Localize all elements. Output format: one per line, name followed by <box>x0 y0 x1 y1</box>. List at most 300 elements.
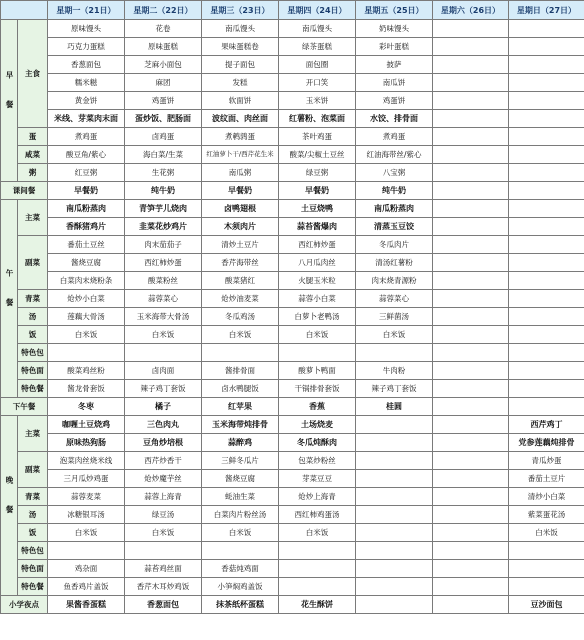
dish-cell <box>433 434 509 452</box>
dish-cell: 莲藕大骨汤 <box>48 308 125 326</box>
dish-cell: 鱼香鸡片盖饭 <box>48 578 125 596</box>
menu-row <box>1 452 584 470</box>
dish-cell <box>48 542 125 560</box>
dish-cell <box>433 380 509 398</box>
category-label: 粥 <box>18 164 48 182</box>
dish-cell <box>509 326 584 344</box>
menu-row <box>1 128 584 146</box>
dish-cell: 豆角炒培根 <box>125 434 202 452</box>
dish-cell: 西红柿炒蛋 <box>279 236 356 254</box>
header-day: 星期二（22日） <box>125 1 202 20</box>
dish-cell: 生花粥 <box>125 164 202 182</box>
dish-cell: 花生酥饼 <box>279 596 356 614</box>
menu-row <box>1 290 584 308</box>
dish-cell: 香芹木耳炒鸡饭 <box>125 578 202 596</box>
dish-cell <box>279 560 356 578</box>
header-day: 星期日（27日） <box>509 1 584 20</box>
dish-cell: 炝炒小白菜 <box>48 290 125 308</box>
dish-cell: 提子面包 <box>202 56 279 74</box>
menu-row <box>1 20 584 38</box>
dish-cell <box>433 236 509 254</box>
dish-cell: 西红柿炒蛋 <box>125 254 202 272</box>
dish-cell: 麻团 <box>125 74 202 92</box>
dish-cell: 辣子鸡丁套饭 <box>356 380 433 398</box>
dish-cell: 南瓜粉蒸肉 <box>48 200 125 218</box>
menu-row <box>1 362 584 380</box>
dish-cell: 早餐奶 <box>202 182 279 200</box>
meal-label: 课间餐 <box>1 182 48 200</box>
dish-cell: 白菜肉末烧粉条 <box>48 272 125 290</box>
dish-cell: 原味热狗肠 <box>48 434 125 452</box>
dish-cell <box>433 560 509 578</box>
dish-cell: 韭菜花炒鸡片 <box>125 218 202 236</box>
dish-cell: 白米饭 <box>356 326 433 344</box>
dish-cell: 青笋芋儿烧肉 <box>125 200 202 218</box>
dish-cell <box>433 290 509 308</box>
dish-cell <box>356 344 433 362</box>
dish-cell: 西红柿鸡蛋汤 <box>279 506 356 524</box>
menu-row <box>1 524 584 542</box>
dish-cell: 酸菜猪红 <box>202 272 279 290</box>
dish-cell: 煮鸡蛋 <box>48 128 125 146</box>
dish-cell <box>433 56 509 74</box>
dish-cell: 酱龙骨套饭 <box>48 380 125 398</box>
dish-cell: 炝炒魔芋丝 <box>125 470 202 488</box>
dish-cell: 蒜蓉麦菜 <box>48 488 125 506</box>
dish-cell <box>356 524 433 542</box>
dish-cell <box>433 398 509 416</box>
category-label: 青菜 <box>18 290 48 308</box>
dish-cell <box>356 452 433 470</box>
dish-cell: 蛋炒饭、肥肠面 <box>125 110 202 128</box>
dish-cell <box>433 74 509 92</box>
dish-cell <box>509 290 584 308</box>
dish-cell: 蚝油生菜 <box>202 488 279 506</box>
category-label: 特色包 <box>18 344 48 362</box>
dish-cell: 白米饭 <box>279 326 356 344</box>
meal-label <box>1 20 18 182</box>
dish-cell <box>509 272 584 290</box>
dish-cell: 冬枣 <box>48 398 125 416</box>
dish-cell: 白米饭 <box>125 326 202 344</box>
dish-cell: 波纹面、肉丝面 <box>202 110 279 128</box>
dish-cell <box>202 344 279 362</box>
dish-cell: 卤肉面 <box>125 362 202 380</box>
dish-cell <box>433 218 509 236</box>
dish-cell: 果味蛋糕卷 <box>202 38 279 56</box>
dish-cell: 橘子 <box>125 398 202 416</box>
dish-cell: 发糕 <box>202 74 279 92</box>
dish-cell: 白米饭 <box>279 524 356 542</box>
dish-cell: 卤水鸭腿饭 <box>202 380 279 398</box>
dish-cell: 三鲜菌汤 <box>356 308 433 326</box>
dish-cell <box>433 578 509 596</box>
meal-label-text: 晚餐 <box>5 476 14 535</box>
dish-cell: 酱排骨面 <box>202 362 279 380</box>
dish-cell: 肉末烧青源粉 <box>356 272 433 290</box>
dish-cell <box>433 38 509 56</box>
dish-cell <box>433 254 509 272</box>
dish-cell: 面包圈 <box>279 56 356 74</box>
dish-cell: 三鲜冬瓜片 <box>202 452 279 470</box>
menu-row <box>1 380 584 398</box>
dish-cell: 火腿玉米粒 <box>279 272 356 290</box>
dish-cell <box>433 542 509 560</box>
dish-cell <box>279 344 356 362</box>
menu-row <box>1 92 584 110</box>
dish-cell: 南瓜馒头 <box>279 20 356 38</box>
meal-label: 下午餐 <box>1 398 48 416</box>
dish-cell: 白菜肉片粉丝汤 <box>202 506 279 524</box>
dish-cell: 蒜苔鸡丝面 <box>125 560 202 578</box>
dish-cell: 酸菜粉丝 <box>125 272 202 290</box>
dish-cell <box>509 38 584 56</box>
dish-cell: 果酱香蛋糕 <box>48 596 125 614</box>
dish-cell <box>48 344 125 362</box>
category-label: 副菜 <box>18 236 48 290</box>
dish-cell: 番茄土豆片 <box>509 470 584 488</box>
dish-cell: 香葱面包 <box>125 596 202 614</box>
dish-cell: 香菇炖鸡面 <box>202 560 279 578</box>
dish-cell: 玉米饼 <box>279 92 356 110</box>
menu-row <box>1 164 584 182</box>
dish-cell: 西芹鸡丁 <box>509 416 584 434</box>
header-day: 星期四（24日） <box>279 1 356 20</box>
dish-cell: 卤鸡蛋 <box>125 128 202 146</box>
header-day: 星期一（21日） <box>48 1 125 20</box>
dish-cell <box>356 578 433 596</box>
dish-cell: 绿豆粥 <box>279 164 356 182</box>
dish-cell <box>433 524 509 542</box>
dish-cell <box>433 272 509 290</box>
header-corner <box>1 1 48 20</box>
dish-cell: 披萨 <box>356 56 433 74</box>
dish-cell: 红豆粥 <box>48 164 125 182</box>
dish-cell: 八宝粥 <box>356 164 433 182</box>
dish-cell: 泡菜肉丝烧米线 <box>48 452 125 470</box>
category-label: 特色餐 <box>18 380 48 398</box>
dish-cell: 三色肉丸 <box>125 416 202 434</box>
dish-cell <box>433 488 509 506</box>
category-label: 汤 <box>18 308 48 326</box>
dish-cell: 蒜蓉菜心 <box>356 290 433 308</box>
dish-cell: 党参莲藕炖排骨 <box>509 434 584 452</box>
menu-row <box>1 542 584 560</box>
dish-cell <box>433 128 509 146</box>
dish-cell: 绿茶蛋糕 <box>279 38 356 56</box>
dish-cell: 纯牛奶 <box>356 182 433 200</box>
menu-row <box>1 506 584 524</box>
dish-cell <box>509 236 584 254</box>
dish-cell: 土豆烧鸭 <box>279 200 356 218</box>
category-label: 饭 <box>18 326 48 344</box>
dish-cell <box>509 20 584 38</box>
dish-cell <box>509 56 584 74</box>
dish-cell: 糯米糍 <box>48 74 125 92</box>
dish-cell: 香酥猪鸡片 <box>48 218 125 236</box>
dish-cell: 肉末茄茄子 <box>125 236 202 254</box>
dish-cell <box>509 92 584 110</box>
dish-cell: 香芹海带丝 <box>202 254 279 272</box>
category-label: 蛋 <box>18 128 48 146</box>
meal-label <box>1 200 18 398</box>
dish-cell: 红薯粉、泡菜面 <box>279 110 356 128</box>
meal-label-text: 早餐 <box>5 71 14 130</box>
dish-cell <box>509 560 584 578</box>
menu-row <box>1 344 584 362</box>
dish-cell: 蒜醉鸡 <box>202 434 279 452</box>
dish-cell <box>509 308 584 326</box>
dish-cell: 黄金饼 <box>48 92 125 110</box>
dish-cell <box>433 20 509 38</box>
dish-cell <box>509 398 584 416</box>
dish-cell: 巧克力蛋糕 <box>48 38 125 56</box>
dish-cell <box>509 254 584 272</box>
dish-cell: 紫菜蛋花汤 <box>509 506 584 524</box>
dish-cell: 咖喱土豆烧鸡 <box>48 416 125 434</box>
category-label: 副菜 <box>18 452 48 488</box>
dish-cell <box>356 434 433 452</box>
menu-row <box>1 56 584 74</box>
dish-cell: 奶味馒头 <box>356 20 433 38</box>
dish-cell: 米线、芽菜肉末面 <box>48 110 125 128</box>
dish-cell: 香葱面包 <box>48 56 125 74</box>
dish-cell: 鸡蛋饼 <box>356 92 433 110</box>
dish-cell: 原味馒头 <box>48 20 125 38</box>
dish-cell: 白米饭 <box>202 524 279 542</box>
dish-cell: 桂圆 <box>356 398 433 416</box>
dish-cell: 小笋焖鸡盖饭 <box>202 578 279 596</box>
dish-cell: 酸豆角/紫心 <box>48 146 125 164</box>
dish-cell: 花卷 <box>125 20 202 38</box>
dish-cell: 土场烧麦 <box>279 416 356 434</box>
dish-cell <box>509 146 584 164</box>
dish-cell: 开口笑 <box>279 74 356 92</box>
menu-row <box>1 74 584 92</box>
dish-cell <box>433 362 509 380</box>
dish-cell <box>509 74 584 92</box>
dish-cell: 辣子鸡丁套饭 <box>125 380 202 398</box>
dish-cell: 冬瓜鸡汤 <box>202 308 279 326</box>
header-day: 星期三（23日） <box>202 1 279 20</box>
dish-cell <box>202 542 279 560</box>
category-label: 特色包 <box>18 542 48 560</box>
dish-cell <box>433 506 509 524</box>
menu-row <box>1 560 584 578</box>
header-row <box>1 1 584 20</box>
dish-cell: 酸菜鸡丝粉 <box>48 362 125 380</box>
dish-cell: 包菜炒粉丝 <box>279 452 356 470</box>
dish-cell: 清炒土豆片 <box>202 236 279 254</box>
dish-cell: 茶叶鸡蛋 <box>279 128 356 146</box>
dish-cell: 清汤红薯粉 <box>356 254 433 272</box>
dish-cell: 早餐奶 <box>48 182 125 200</box>
dish-cell: 西芹炒香干 <box>125 452 202 470</box>
dish-cell: 冬瓜肉片 <box>356 236 433 254</box>
dish-cell <box>433 164 509 182</box>
dish-cell <box>509 362 584 380</box>
dish-cell: 煮鹌鹑蛋 <box>202 128 279 146</box>
category-label: 主菜 <box>18 416 48 452</box>
dish-cell: 牛肉粉 <box>356 362 433 380</box>
dish-cell: 蒜蓉上海青 <box>125 488 202 506</box>
dish-cell: 蒜蓉小白菜 <box>279 290 356 308</box>
dish-cell <box>509 200 584 218</box>
dish-cell <box>509 542 584 560</box>
dish-cell <box>433 596 509 614</box>
dish-cell: 南瓜饼 <box>356 74 433 92</box>
menu-row <box>1 470 584 488</box>
category-label: 特色餐 <box>18 578 48 596</box>
dish-cell: 番茄土豆丝 <box>48 236 125 254</box>
menu-row <box>1 578 584 596</box>
dish-cell: 豆沙面包 <box>509 596 584 614</box>
dish-cell <box>356 596 433 614</box>
dish-cell: 纯牛奶 <box>125 182 202 200</box>
category-label: 特色面 <box>18 362 48 380</box>
dish-cell: 煮鸡蛋 <box>356 128 433 146</box>
dish-cell <box>509 128 584 146</box>
dish-cell: 酱烧豆腐 <box>202 470 279 488</box>
dish-cell: 南瓜粉蒸肉 <box>356 200 433 218</box>
meal-label: 小学夜点 <box>1 596 48 614</box>
dish-cell: 抹茶纸杯蛋糕 <box>202 596 279 614</box>
dish-cell: 白米饭 <box>509 524 584 542</box>
dish-cell <box>509 578 584 596</box>
dish-cell <box>356 488 433 506</box>
category-label: 主菜 <box>18 200 48 236</box>
dish-cell: 南瓜粥 <box>202 164 279 182</box>
dish-cell: 香蕉 <box>279 398 356 416</box>
dish-cell: 酱烧豆腐 <box>48 254 125 272</box>
dish-cell <box>509 218 584 236</box>
category-label: 特色面 <box>18 560 48 578</box>
menu-row <box>1 38 584 56</box>
dish-cell: 鸡蛋饼 <box>125 92 202 110</box>
dish-cell: 白米饭 <box>202 326 279 344</box>
dish-cell: 芝麻小面包 <box>125 56 202 74</box>
menu-row <box>1 146 584 164</box>
category-label: 汤 <box>18 506 48 524</box>
dish-cell: 鸡杂面 <box>48 560 125 578</box>
dish-cell: 南瓜馒头 <box>202 20 279 38</box>
dish-cell <box>356 416 433 434</box>
menu-row <box>1 416 584 434</box>
meal-label-text: 午餐 <box>5 269 14 328</box>
dish-cell: 芽菜豆豆 <box>279 470 356 488</box>
dish-cell <box>433 452 509 470</box>
dish-cell: 玉米海带大骨汤 <box>125 308 202 326</box>
dish-cell: 水饺、排骨面 <box>356 110 433 128</box>
dish-cell <box>433 326 509 344</box>
dish-cell <box>433 470 509 488</box>
dish-cell: 红油海带丝/紫心 <box>356 146 433 164</box>
dish-cell: 白米饭 <box>48 326 125 344</box>
dish-cell <box>509 110 584 128</box>
category-label: 青菜 <box>18 488 48 506</box>
menu-row <box>1 218 584 236</box>
menu-row <box>1 200 584 218</box>
dish-cell <box>433 146 509 164</box>
dish-cell <box>433 308 509 326</box>
dish-cell <box>433 200 509 218</box>
dish-cell: 清炒小白菜 <box>509 488 584 506</box>
menu-row <box>1 272 584 290</box>
dish-cell <box>433 344 509 362</box>
dish-cell: 卤鸭翅根 <box>202 200 279 218</box>
category-label: 主食 <box>18 20 48 128</box>
dish-cell: 红油萝卜干/西芹花生米 <box>202 146 279 164</box>
menu-row <box>1 434 584 452</box>
dish-cell: 白米饭 <box>125 524 202 542</box>
dish-cell: 炝炒油麦菜 <box>202 290 279 308</box>
dish-cell: 红苹果 <box>202 398 279 416</box>
menu-row <box>1 254 584 272</box>
dish-cell: 木须肉片 <box>202 218 279 236</box>
dish-cell <box>509 164 584 182</box>
dish-cell: 酸萝卜鸭面 <box>279 362 356 380</box>
menu-row <box>1 326 584 344</box>
dish-cell: 绿豆汤 <box>125 506 202 524</box>
dish-cell: 清蒸玉豆饺 <box>356 218 433 236</box>
dish-cell <box>125 344 202 362</box>
menu-row <box>1 398 584 416</box>
menu-row <box>1 488 584 506</box>
dish-cell <box>279 542 356 560</box>
dish-cell: 干锅排骨套饭 <box>279 380 356 398</box>
dish-cell <box>356 542 433 560</box>
dish-cell: 三月瓜炒鸡蛋 <box>48 470 125 488</box>
dish-cell: 蒜苔酱爆肉 <box>279 218 356 236</box>
category-label: 咸菜 <box>18 146 48 164</box>
dish-cell <box>279 578 356 596</box>
dish-cell: 青瓜炒蛋 <box>509 452 584 470</box>
dish-cell <box>125 542 202 560</box>
dish-cell: 原味蛋糕 <box>125 38 202 56</box>
dish-cell: 白米饭 <box>48 524 125 542</box>
dish-cell <box>433 416 509 434</box>
header-day: 星期五（25日） <box>356 1 433 20</box>
dish-cell <box>356 560 433 578</box>
dish-cell: 玉米海带炖排骨 <box>202 416 279 434</box>
dish-cell <box>433 182 509 200</box>
dish-cell: 早餐奶 <box>279 182 356 200</box>
dish-cell: 炝炒上海青 <box>279 488 356 506</box>
dish-cell: 海白菜/生菜 <box>125 146 202 164</box>
meal-label <box>1 416 18 596</box>
dish-cell: 彩叶蛋糕 <box>356 38 433 56</box>
category-label: 饭 <box>18 524 48 542</box>
dish-cell: 冬瓜炖酥肉 <box>279 434 356 452</box>
menu-row <box>1 596 584 614</box>
header-day: 星期六（26日） <box>433 1 509 20</box>
dish-cell <box>509 344 584 362</box>
dish-cell: 软面饼 <box>202 92 279 110</box>
menu-row <box>1 236 584 254</box>
dish-cell <box>356 506 433 524</box>
dish-cell: 八月瓜肉丝 <box>279 254 356 272</box>
dish-cell <box>509 380 584 398</box>
dish-cell <box>356 470 433 488</box>
dish-cell <box>433 110 509 128</box>
menu-row <box>1 182 584 200</box>
dish-cell: 白萝卜老鸭汤 <box>279 308 356 326</box>
dish-cell: 酸菜/尖椒土豆丝 <box>279 146 356 164</box>
dish-cell <box>433 92 509 110</box>
menu-row <box>1 308 584 326</box>
dish-cell: 冰糖银耳汤 <box>48 506 125 524</box>
dish-cell <box>509 182 584 200</box>
